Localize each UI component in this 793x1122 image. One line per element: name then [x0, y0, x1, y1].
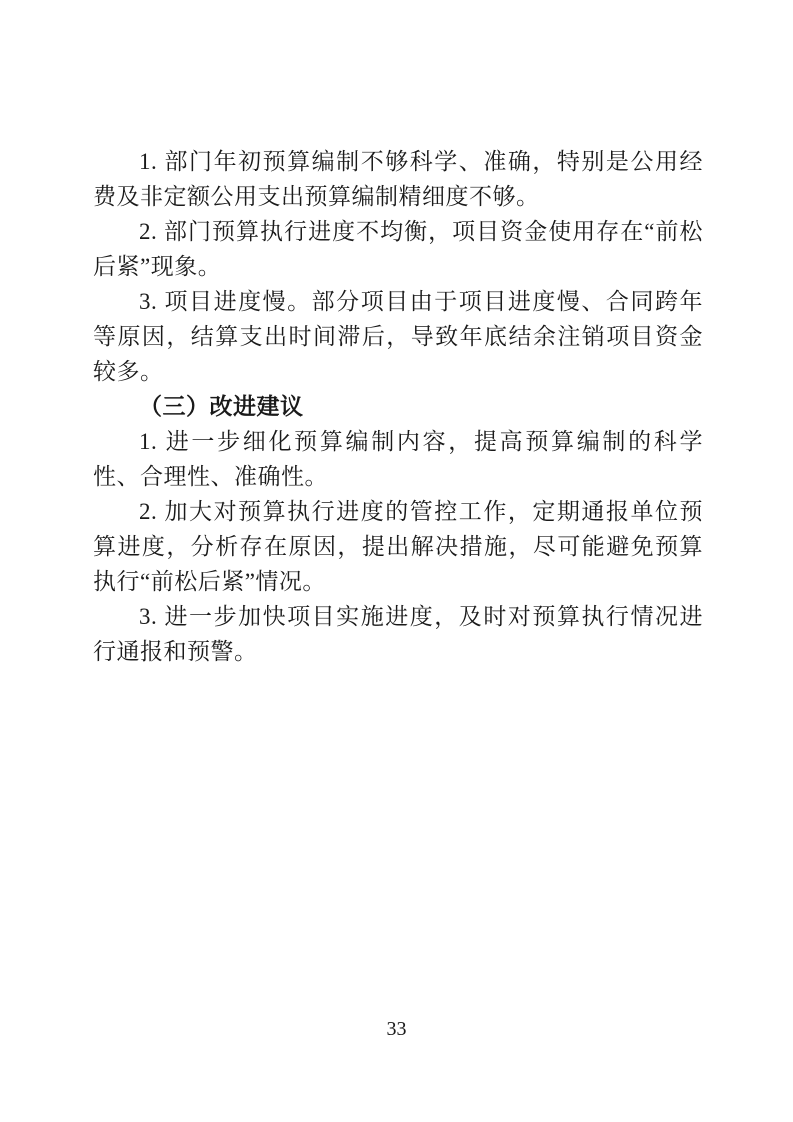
paragraph-problem-1: 1. 部门年初预算编制不够科学、准确，特别是公用经费及非定额公用支出预算编制精细度不够。 — [93, 149, 703, 209]
paragraph-problem-2: 2. 部门预算执行进度不均衡，项目资金使用存在“前松后紧”现象。 — [93, 219, 703, 279]
document-body — [93, 144, 703, 669]
paragraph-problem-3: 3. 项目进度慢。部分项目由于项目进度慢、合同跨年等原因，结算支出时间滞后，导致年底结余注销项目资金较多。 — [93, 289, 703, 384]
paragraph-suggest-1: 1. 进一步细化预算编制内容，提高预算编制的科学性、合理性、准确性。 — [93, 429, 703, 489]
section-heading: （三）改进建议 — [139, 393, 304, 419]
paragraph-suggest-2: 2. 加大对预算执行进度的管控工作，定期通报单位预算进度，分析存在原因，提出解决措施，尽可能避免预算执行“前松后紧”情况。 — [93, 499, 703, 594]
page-number: 33 — [386, 1018, 407, 1040]
paragraph-suggest-3: 3. 进一步加快项目实施进度，及时对预算执行情况进行通报和预警。 — [93, 604, 703, 664]
